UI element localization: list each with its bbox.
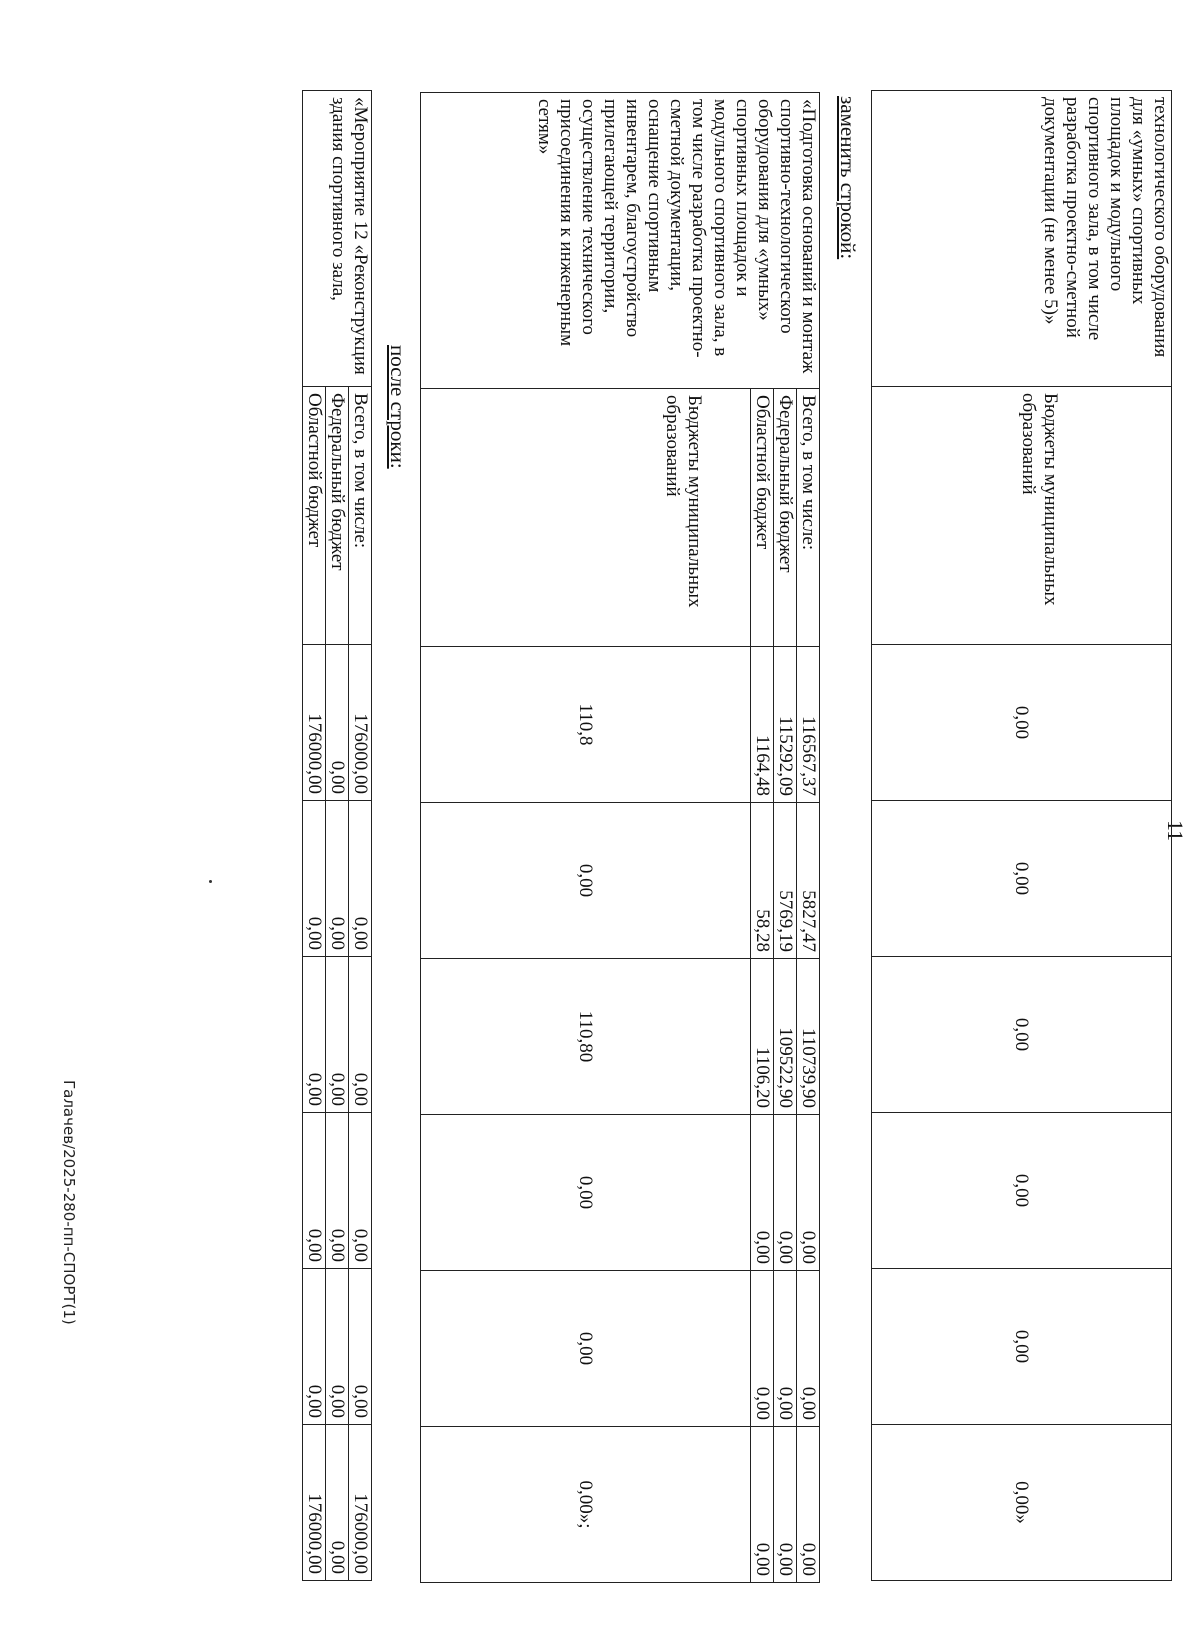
value-cell: 0,00 [349, 957, 372, 1113]
value-cell: 0,00 [872, 801, 1172, 957]
value-cell: 0,00 [872, 1113, 1172, 1269]
funding-source: Федеральный бюджет [774, 389, 797, 647]
value-cell: 0,00 [774, 1427, 797, 1583]
value-cell: 176000,00 [303, 645, 326, 801]
value-cell: 0,00 [326, 1269, 349, 1425]
value-cell: 0,00 [751, 1271, 774, 1427]
value-cell: 5827,47 [797, 803, 820, 959]
funding-source: Областной бюджет [303, 387, 326, 645]
value-cell: 0,00 [303, 1269, 326, 1425]
funding-source: Областной бюджет [751, 389, 774, 647]
value-cell: 1106,20 [751, 959, 774, 1115]
value-cell: 109522,90 [774, 959, 797, 1115]
value-cell: 0,00 [326, 645, 349, 801]
value-cell: 0,00 [774, 1271, 797, 1427]
row-name: «Мероприятие 12 «Реконструкция здания спортивного зала, [303, 91, 372, 387]
value-cell: 0,00 [349, 1113, 372, 1269]
value-cell: 0,00 [349, 1269, 372, 1425]
caption-after: после строки: [386, 345, 410, 469]
row-name: технологического оборудования для «умных» спортивных площадок и модульного спортивного зала, в том числе разработка проектно-сметной документации (не менее 5)» [872, 91, 1172, 387]
value-cell: 0,00 [349, 801, 372, 957]
table-previous-row [871, 90, 1172, 1581]
value-cell: 5769,19 [774, 803, 797, 959]
value-cell: 0,00 [421, 1271, 751, 1427]
table-replacement-row [420, 92, 820, 1583]
page-number: 11 [1163, 820, 1188, 842]
value-cell: 0,00 [303, 957, 326, 1113]
value-cell: 0,00 [421, 803, 751, 959]
table-row [797, 93, 820, 1583]
table-row [349, 91, 372, 1581]
value-cell: 0,00 [872, 645, 1172, 801]
value-cell: 0,00» [872, 1425, 1172, 1581]
value-cell: 58,28 [751, 803, 774, 959]
footer-code: Галачев/2025-280-пп-СПОРТ(1) [60, 1080, 78, 1325]
value-cell: 0,00 [797, 1271, 820, 1427]
value-cell: 0,00 [797, 1115, 820, 1271]
value-cell: 0,00 [326, 1113, 349, 1269]
value-cell: 0,00 [751, 1115, 774, 1271]
value-cell: 0,00 [303, 1113, 326, 1269]
value-cell: 110,8 [421, 647, 751, 803]
funding-source: Всего, в том числе: [797, 389, 820, 647]
value-cell: 176000,00 [349, 1425, 372, 1581]
value-cell: 0,00 [774, 1115, 797, 1271]
row-name: «Подготовка оснований и монтаж спортивно-технологического оборудования для «умных» спортивных площадок и модульного спортивного зала, в том числе разработка проектно-сметной документации, оснащение спортивным инвентарем, благоустройство прилегающей территории, осуществление технического присоединения к инженерным сетям» [421, 93, 820, 389]
value-cell: 110,80 [421, 959, 751, 1115]
value-cell: 115292,09 [774, 647, 797, 803]
funding-source: Бюджеты муниципальных образований [421, 389, 751, 647]
caption-replace: заменить строкой: [836, 96, 860, 260]
value-cell: 116567,37 [797, 647, 820, 803]
value-cell: 0,00 [303, 801, 326, 957]
value-cell: 0,00 [872, 957, 1172, 1113]
funding-source: Бюджеты муниципальных образований [872, 387, 1172, 645]
table-reference-row [302, 90, 372, 1581]
value-cell: 0,00»; [421, 1427, 751, 1583]
value-cell: 0,00 [421, 1115, 751, 1271]
table-row [872, 91, 1172, 1581]
scan-speck [209, 880, 212, 883]
value-cell: 0,00 [326, 1425, 349, 1581]
value-cell: 110739,90 [797, 959, 820, 1115]
value-cell: 1164,48 [751, 647, 774, 803]
value-cell: 0,00 [751, 1427, 774, 1583]
value-cell: 0,00 [872, 1269, 1172, 1425]
value-cell: 176000,00 [349, 645, 372, 801]
value-cell: 0,00 [326, 801, 349, 957]
value-cell: 0,00 [326, 957, 349, 1113]
value-cell: 176000,00 [303, 1425, 326, 1581]
value-cell: 0,00 [797, 1427, 820, 1583]
funding-source: Федеральный бюджет [326, 387, 349, 645]
funding-source: Всего, в том числе: [349, 387, 372, 645]
